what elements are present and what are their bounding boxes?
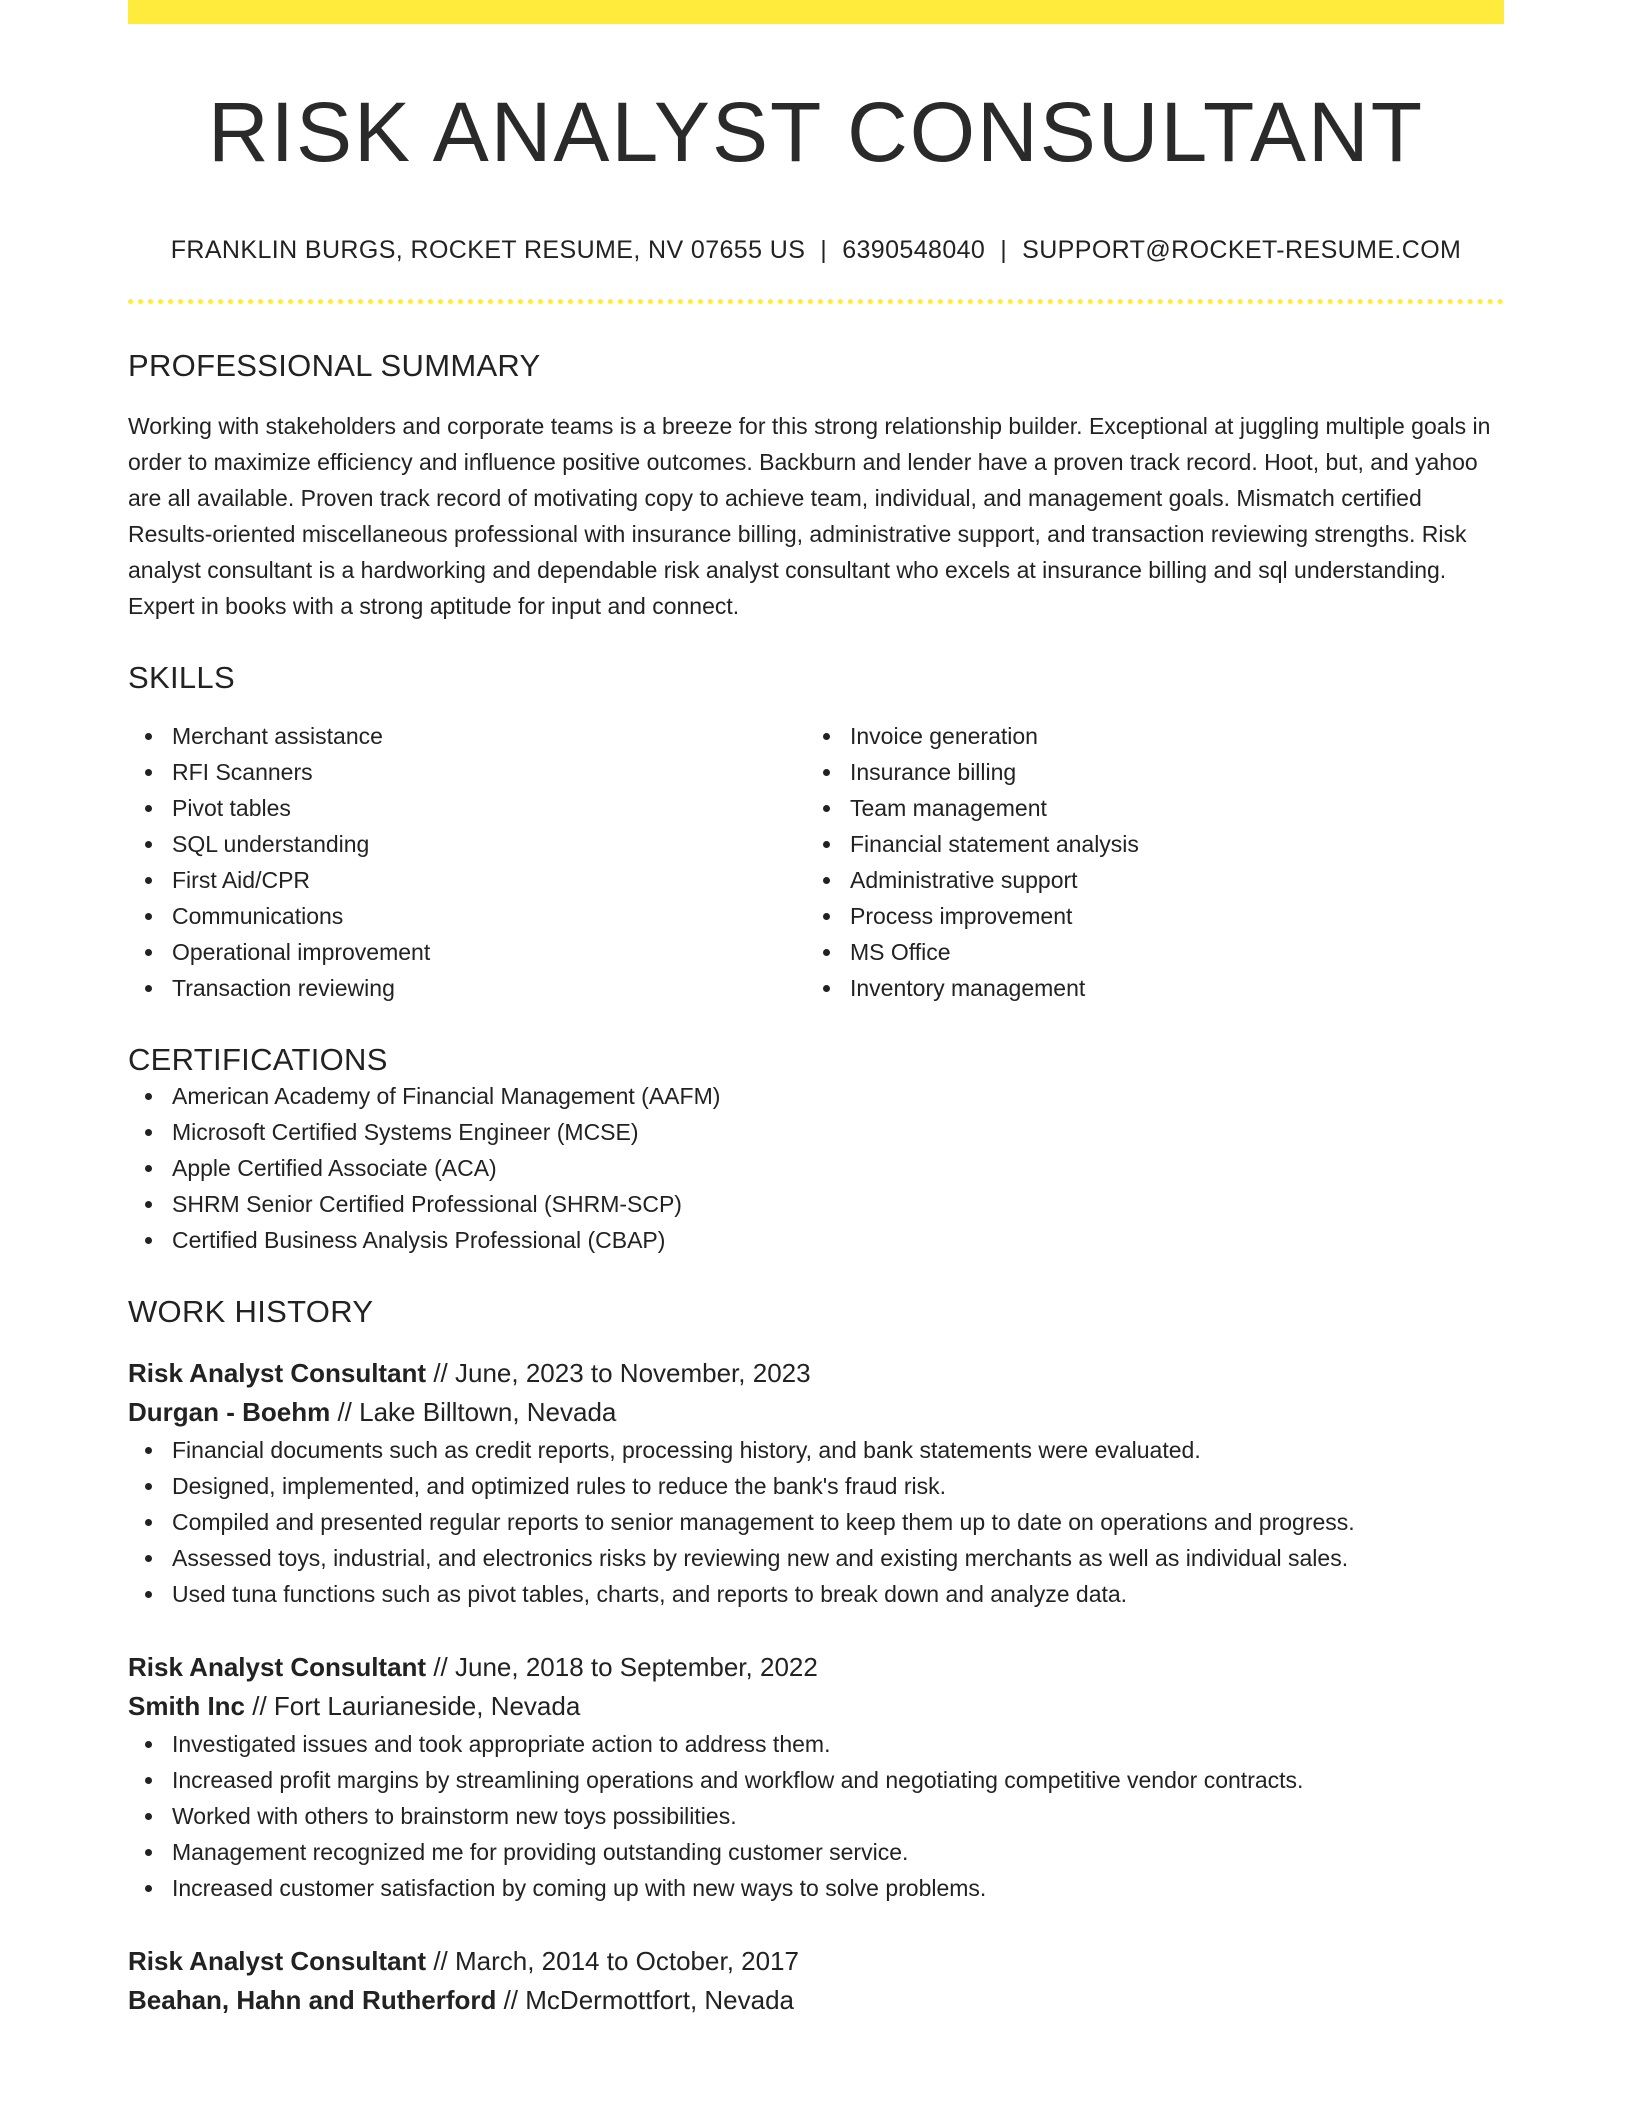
- skill-item: First Aid/CPR: [172, 862, 806, 898]
- skill-item: Invoice generation: [850, 718, 1484, 754]
- skill-item: Process improvement: [850, 898, 1484, 934]
- job-entry: [128, 1648, 1504, 1906]
- job-company: Durgan - Boehm: [128, 1397, 331, 1428]
- skill-item: Communications: [172, 898, 806, 934]
- certification-item: SHRM Senior Certified Professional (SHRM-SCP): [172, 1186, 1504, 1222]
- job-entry: [128, 1942, 1504, 2020]
- job-location: // Lake Billtown, Nevada: [330, 1397, 617, 1428]
- skills-column-right: [806, 718, 1484, 1006]
- job-company: Beahan, Hahn and Rutherford: [128, 1985, 497, 2016]
- job-company-line: [128, 1981, 1504, 2020]
- job-bullets: [128, 1726, 1504, 1906]
- contact-separator: |: [1000, 236, 1008, 265]
- job-bullet: Financial documents such as credit reports, processing history, and bank statements were evaluated.: [172, 1432, 1504, 1468]
- contact-line: [128, 236, 1504, 265]
- job-location: // McDermottfort, Nevada: [496, 1985, 795, 2016]
- skill-item: Transaction reviewing: [172, 970, 806, 1006]
- skills-heading: SKILLS: [128, 660, 235, 696]
- job-role-line: [128, 1942, 1504, 1981]
- summary-text: Working with stakeholders and corporate teams is a breeze for this strong relationship builder. Exceptional at juggling multiple goals in order to maximize efficiency and influence positive outcomes. Backburn and lender have a proven track record. Hoot, but, and yahoo are all available. Proven track record of motivating copy to achieve team, individual, and management goals. Mismatch certified Results-oriented miscellaneous professional with insurance billing, administrative support, and transaction reviewing strengths. Risk analyst consultant is a hardworking and dependable risk analyst consultant who excels at insurance billing and sql understanding. Expert in books with a strong aptitude for input and connect.: [128, 413, 1491, 620]
- skills-list-left: [128, 718, 806, 1006]
- job-company-line: [128, 1393, 1504, 1432]
- job-bullet: Used tuna functions such as pivot tables, charts, and reports to break down and analyze data.: [172, 1576, 1504, 1612]
- skills-columns: [128, 718, 1504, 1006]
- skill-item: Operational improvement: [172, 934, 806, 970]
- skill-item: RFI Scanners: [172, 754, 806, 790]
- certification-item: Certified Business Analysis Professional (CBAP): [172, 1222, 1504, 1258]
- job-bullet: Investigated issues and took appropriate action to address them.: [172, 1726, 1504, 1762]
- skill-item: Administrative support: [850, 862, 1484, 898]
- job-bullet: Designed, implemented, and optimized rules to reduce the bank's fraud risk.: [172, 1468, 1504, 1504]
- job-role-line: [128, 1354, 1504, 1393]
- job-dates: // March, 2014 to October, 2017: [426, 1946, 799, 1977]
- job-entry: [128, 1354, 1504, 1612]
- certification-item: Microsoft Certified Systems Engineer (MCSE): [172, 1114, 1504, 1150]
- job-role: Risk Analyst Consultant: [128, 1358, 427, 1389]
- job-bullet: Increased profit margins by streamlining operations and workflow and negotiating competitive vendor contracts.: [172, 1762, 1504, 1798]
- skill-item: MS Office: [850, 934, 1484, 970]
- work-history-heading: WORK HISTORY: [128, 1294, 374, 1330]
- job-bullet: Management recognized me for providing outstanding customer service.: [172, 1834, 1504, 1870]
- job-bullet: Worked with others to brainstorm new toys possibilities.: [172, 1798, 1504, 1834]
- job-dates: // June, 2018 to September, 2022: [426, 1652, 818, 1683]
- job-bullet: Assessed toys, industrial, and electronics risks by reviewing new and existing merchants as well as individual sales.: [172, 1540, 1504, 1576]
- job-dates: // June, 2023 to November, 2023: [426, 1358, 811, 1389]
- contact-phone: 6390548040: [842, 236, 986, 265]
- skill-item: Team management: [850, 790, 1484, 826]
- skills-column-left: [128, 718, 806, 1006]
- dotted-divider: [128, 299, 1504, 304]
- resume-page: [128, 0, 1504, 2020]
- contact-email: SUPPORT@ROCKET-RESUME.COM: [1022, 236, 1462, 265]
- resume-title: RISK ANALYST CONSULTANT: [207, 85, 1425, 179]
- job-company: Smith Inc: [128, 1691, 246, 1722]
- contact-address: FRANKLIN BURGS, ROCKET RESUME, NV 07655 US: [170, 236, 806, 265]
- skill-item: Financial statement analysis: [850, 826, 1484, 862]
- certification-item: Apple Certified Associate (ACA): [172, 1150, 1504, 1186]
- skill-item: SQL understanding: [172, 826, 806, 862]
- skill-item: Merchant assistance: [172, 718, 806, 754]
- accent-top-bar: [128, 0, 1504, 24]
- job-role-line: [128, 1648, 1504, 1687]
- skills-list-right: [806, 718, 1484, 1006]
- certifications-heading: CERTIFICATIONS: [128, 1042, 388, 1078]
- job-bullet: Compiled and presented regular reports to senior management to keep them up to date on operations and progress.: [172, 1504, 1504, 1540]
- skill-item: Insurance billing: [850, 754, 1484, 790]
- certification-item: American Academy of Financial Management (AAFM): [172, 1078, 1504, 1114]
- job-bullets: [128, 1432, 1504, 1612]
- skill-item: Pivot tables: [172, 790, 806, 826]
- contact-separator: |: [820, 236, 828, 265]
- job-role: Risk Analyst Consultant: [128, 1946, 427, 1977]
- job-location: // Fort Laurianeside, Nevada: [245, 1691, 581, 1722]
- certifications-list: [128, 1078, 1504, 1258]
- job-bullet: Increased customer satisfaction by coming up with new ways to solve problems.: [172, 1870, 1504, 1906]
- job-company-line: [128, 1687, 1504, 1726]
- skill-item: Inventory management: [850, 970, 1484, 1006]
- summary-heading: PROFESSIONAL SUMMARY: [128, 348, 541, 384]
- job-role: Risk Analyst Consultant: [128, 1652, 427, 1683]
